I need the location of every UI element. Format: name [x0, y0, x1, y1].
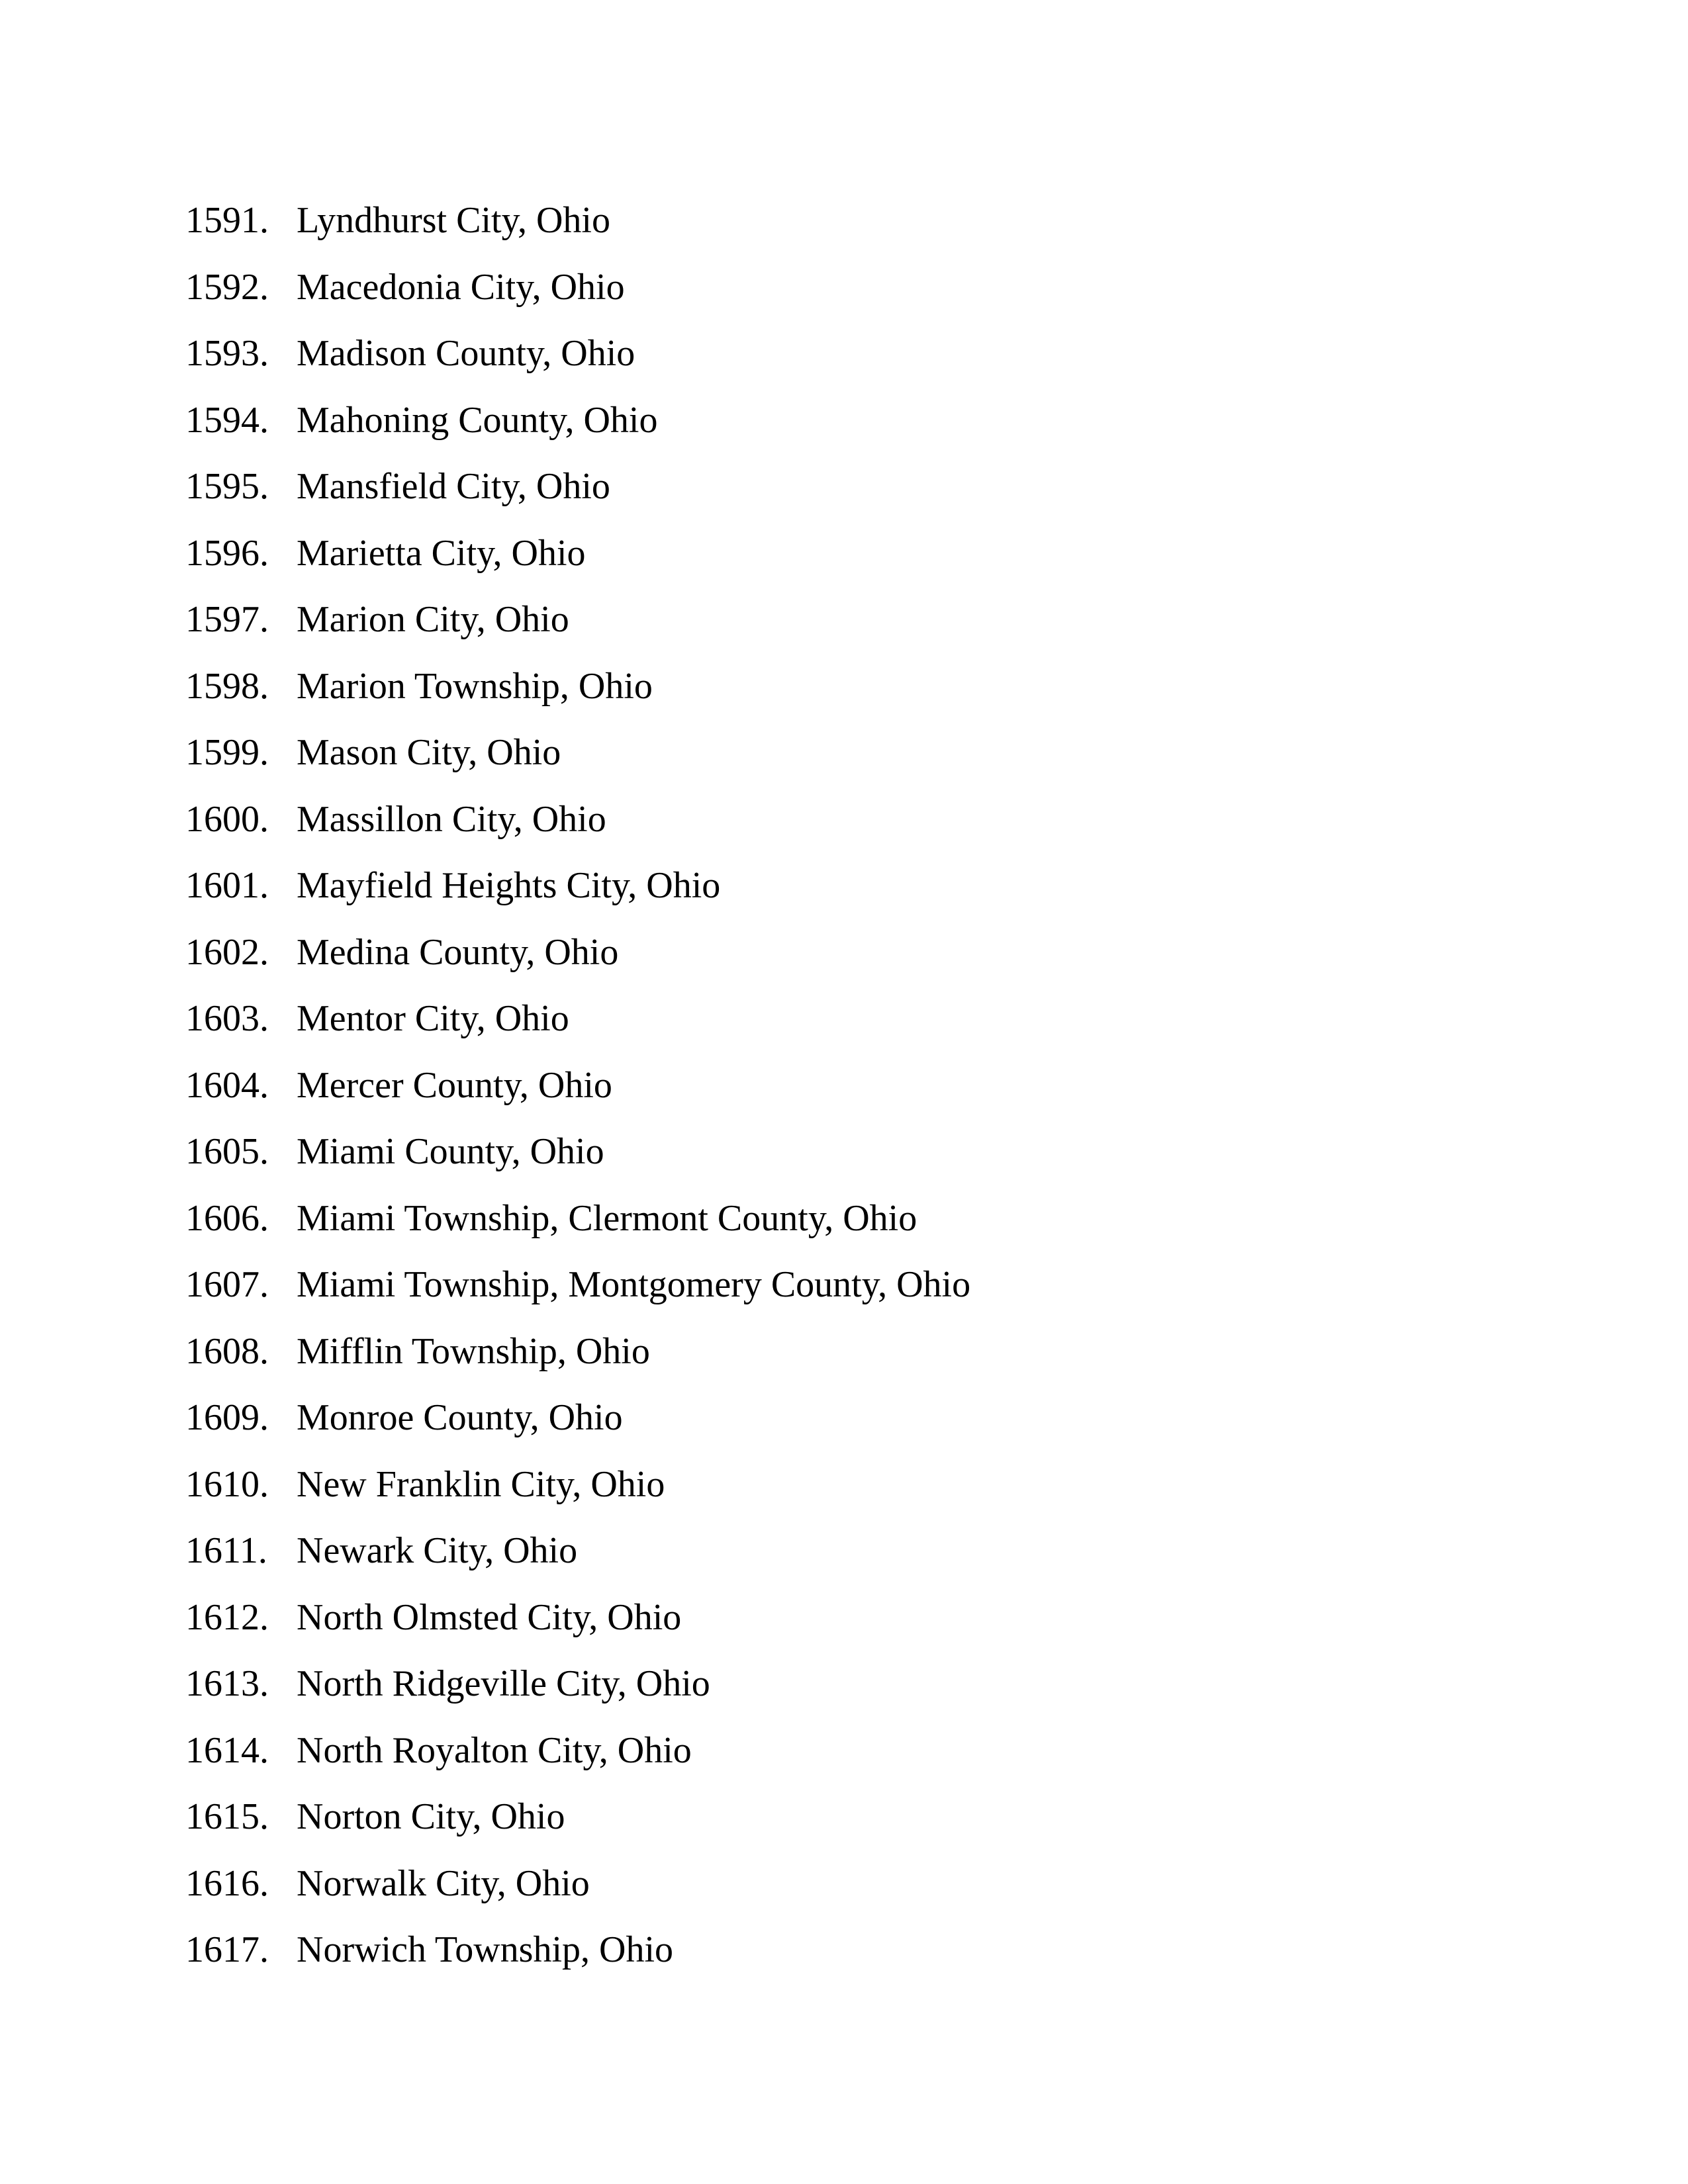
list-item	[185, 1318, 970, 1385]
list-item	[185, 719, 970, 786]
item-name: Mansfield City, Ohio	[297, 466, 610, 507]
item-name: Norwalk City, Ohio	[297, 1862, 590, 1904]
item-name: North Ridgeville City, Ohio	[297, 1663, 710, 1704]
item-name: Mayfield Heights City, Ohio	[297, 865, 721, 906]
item-name: Newark City, Ohio	[297, 1530, 578, 1571]
item-number: 1591.	[185, 200, 269, 241]
item-name: Mason City, Ohio	[297, 732, 561, 773]
item-number: 1616.	[185, 1862, 269, 1904]
item-number: 1608.	[185, 1330, 269, 1372]
item-number: 1596.	[185, 532, 269, 574]
item-number: 1599.	[185, 732, 269, 773]
list-item	[185, 387, 970, 454]
list-item	[185, 520, 970, 587]
item-name: Mahoning County, Ohio	[297, 399, 658, 441]
item-name: Marion Township, Ohio	[297, 665, 653, 707]
item-number: 1602.	[185, 931, 269, 973]
item-name: Lyndhurst City, Ohio	[297, 200, 610, 241]
item-number: 1604.	[185, 1064, 269, 1106]
item-number: 1603.	[185, 998, 269, 1039]
item-number: 1612.	[185, 1596, 269, 1638]
list-item	[185, 1917, 970, 1983]
item-number: 1595.	[185, 466, 269, 507]
list-item	[185, 1451, 970, 1518]
item-name: Marion City, Ohio	[297, 599, 569, 640]
item-name: Monroe County, Ohio	[297, 1397, 623, 1438]
list-item	[185, 1118, 970, 1185]
item-name: Madison County, Ohio	[297, 333, 635, 374]
item-name: Miami Township, Clermont County, Ohio	[297, 1197, 917, 1239]
item-name: New Franklin City, Ohio	[297, 1463, 665, 1505]
item-name: Marietta City, Ohio	[297, 532, 586, 574]
item-number: 1600.	[185, 798, 269, 840]
list-item	[185, 852, 970, 919]
item-number: 1594.	[185, 399, 269, 441]
list-item	[185, 1185, 970, 1252]
item-number: 1607.	[185, 1264, 269, 1305]
item-name: Medina County, Ohio	[297, 931, 619, 973]
item-name: Mifflin Township, Ohio	[297, 1330, 650, 1372]
numbered-list	[185, 187, 970, 1983]
list-item	[185, 254, 970, 321]
item-name: North Olmsted City, Ohio	[297, 1596, 682, 1638]
list-item	[185, 1717, 970, 1784]
item-name: Miami County, Ohio	[297, 1131, 604, 1172]
list-item	[185, 1651, 970, 1717]
item-name: Massillon City, Ohio	[297, 798, 606, 840]
list-item	[185, 1052, 970, 1119]
item-number: 1615.	[185, 1796, 269, 1837]
item-name: Norton City, Ohio	[297, 1796, 565, 1837]
list-item	[185, 1251, 970, 1318]
item-name: Mercer County, Ohio	[297, 1064, 612, 1106]
item-name: Macedonia City, Ohio	[297, 266, 625, 308]
item-number: 1598.	[185, 665, 269, 707]
item-number: 1601.	[185, 865, 269, 906]
list-item	[185, 1584, 970, 1651]
item-number: 1617.	[185, 1929, 269, 1970]
item-number: 1610.	[185, 1463, 269, 1505]
item-name: Miami Township, Montgomery County, Ohio	[297, 1264, 971, 1305]
list-item	[185, 1784, 970, 1850]
list-item	[185, 453, 970, 520]
item-number: 1592.	[185, 266, 269, 308]
list-item	[185, 919, 970, 986]
list-item	[185, 320, 970, 387]
list-item	[185, 1518, 970, 1584]
list-item	[185, 985, 970, 1052]
list-item	[185, 1850, 970, 1917]
item-number: 1611.	[185, 1530, 267, 1571]
item-name: North Royalton City, Ohio	[297, 1729, 692, 1771]
item-number: 1606.	[185, 1197, 269, 1239]
list-item	[185, 187, 970, 254]
item-number: 1609.	[185, 1397, 269, 1438]
list-item	[185, 786, 970, 853]
list-item	[185, 586, 970, 653]
item-number: 1593.	[185, 333, 269, 374]
item-name: Norwich Township, Ohio	[297, 1929, 674, 1970]
list-item	[185, 653, 970, 720]
item-number: 1614.	[185, 1729, 269, 1771]
item-name: Mentor City, Ohio	[297, 998, 569, 1039]
item-number: 1613.	[185, 1663, 269, 1704]
item-number: 1605.	[185, 1131, 269, 1172]
item-number: 1597.	[185, 599, 269, 640]
list-item	[185, 1385, 970, 1451]
